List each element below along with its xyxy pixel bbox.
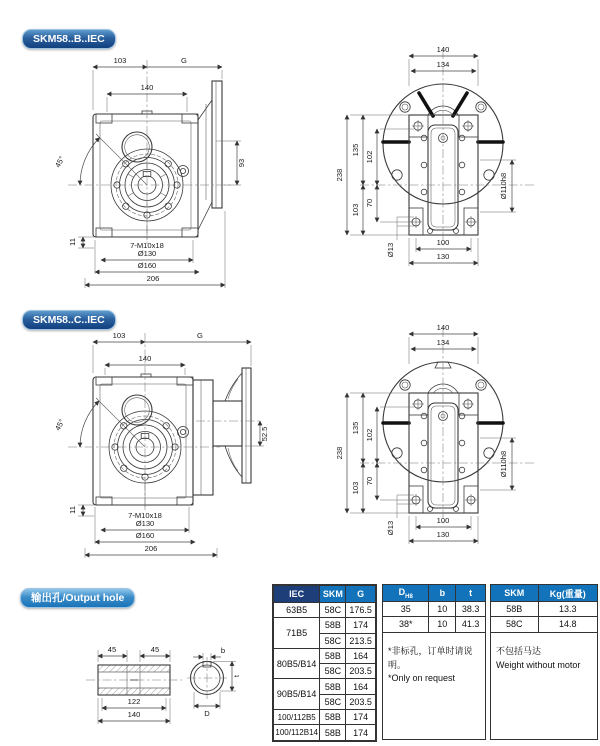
- table-iec-flange: [272, 584, 377, 742]
- dim-label: G: [181, 56, 187, 65]
- iec-flange-b: [198, 81, 222, 230]
- dim-label: 206: [144, 544, 158, 553]
- col-header-iec: IEC: [274, 586, 320, 603]
- dim-label: 45: [107, 645, 117, 654]
- dim-label: 140: [436, 45, 450, 54]
- dim-label: 134: [436, 338, 450, 347]
- table-header-row: [491, 585, 598, 602]
- dim-label: 103: [351, 203, 360, 217]
- table-row: 58C 203.5: [274, 694, 376, 709]
- col-header-b: b: [429, 585, 456, 602]
- dim-label: 135: [351, 143, 360, 157]
- dim-label: 238: [335, 446, 344, 460]
- section-label-skm58-c-iec: SKM58..C..IEC: [22, 310, 116, 330]
- dimensions-cross-section: [193, 646, 241, 718]
- col-header-kg: Kg(重量): [538, 585, 597, 602]
- table-row: 100/112B5 58B 174: [274, 710, 376, 725]
- gearbox-body-rear-c: [360, 328, 535, 525]
- dim-label: D: [204, 709, 210, 718]
- table-row: 38* 10 41.3: [383, 617, 486, 632]
- col-header-g: G: [346, 586, 376, 603]
- dim-label: 93: [237, 158, 246, 168]
- dim-label: t: [232, 674, 241, 678]
- dim-label: Ø13: [386, 520, 395, 536]
- dimensions-b-rear: [335, 45, 516, 266]
- dimensions-c-front: [53, 331, 269, 558]
- table-row: 58C 213.5: [274, 633, 376, 648]
- dim-label: Ø110h8: [499, 172, 508, 200]
- shaft-section-view: [86, 665, 182, 695]
- table-row: 100/112B14 58B 174: [274, 725, 376, 740]
- dim-label: 102: [365, 428, 374, 442]
- shaft-cross-section: [187, 657, 227, 699]
- table-row: 58B 13.3: [491, 602, 598, 617]
- dim-label: 45°: [53, 417, 67, 433]
- dimensions-c-rear: [335, 323, 516, 544]
- table-weight: [490, 584, 598, 740]
- weight-table-note: 不包括马达 Weight without motor: [496, 645, 581, 670]
- drawing-b-front-view: [20, 50, 320, 298]
- section-label-output-hole: 输出孔/Output hole: [20, 588, 135, 608]
- table-bore-dimensions: [382, 584, 486, 740]
- gearbox-body-rear-b: [360, 50, 535, 247]
- dim-label: 103: [113, 56, 127, 65]
- dim-label: 100: [436, 516, 450, 525]
- dim-label: 134: [436, 60, 450, 69]
- table-header-row: [383, 585, 486, 602]
- dim-label: 100: [436, 238, 450, 247]
- dim-label: 140: [138, 354, 152, 363]
- table-row: 35 10 38.3: [383, 602, 486, 617]
- dim-label: 140: [127, 710, 141, 719]
- dim-label: 7-M10x18: [130, 241, 164, 250]
- dim-label: Ø160: [135, 531, 155, 540]
- col-header-skm: SKM: [491, 585, 539, 602]
- dim-label: Ø130: [137, 249, 157, 258]
- table-row: 90B5/B14 58B 164: [274, 679, 376, 694]
- drawing-c-rear-view: [330, 320, 580, 552]
- dimensions-shaft-section: [98, 645, 170, 724]
- col-header-d-h8: $D_{H8}$: [383, 585, 429, 602]
- bore-table-note: *非标孔，订单时请说明。 *Only on request: [388, 645, 473, 684]
- dim-label: 135: [351, 421, 360, 435]
- col-header-t: t: [456, 585, 486, 602]
- table-row: 58C 14.8: [491, 617, 598, 632]
- dim-label: 11: [68, 506, 77, 514]
- drawing-output-hole: [70, 622, 270, 740]
- dim-label: 130: [436, 530, 450, 539]
- drawing-b-rear-view: [330, 42, 580, 274]
- table-row: 63B5 58C 176.5: [274, 603, 376, 618]
- table-row: 80B5/B14 58B 164: [274, 648, 376, 663]
- dim-label: 7-M10x18: [128, 511, 162, 520]
- dim-label: 140: [140, 83, 154, 92]
- dim-label: 45: [150, 645, 160, 654]
- dim-label: Ø13: [386, 242, 395, 258]
- dim-label: b: [220, 646, 226, 655]
- dim-label: 122: [127, 697, 141, 706]
- drawing-c-front-view: [20, 325, 320, 580]
- dim-label: 45°: [53, 154, 67, 170]
- dim-label: 130: [436, 252, 450, 261]
- dim-label: G: [197, 331, 203, 340]
- c-adapter-flange: [193, 368, 251, 495]
- dim-label: 238: [335, 168, 344, 182]
- dim-label: 70: [365, 198, 374, 208]
- table-row: 58C 203.5: [274, 664, 376, 679]
- dim-label: 70: [365, 476, 374, 486]
- dim-label: Ø110h8: [499, 450, 508, 478]
- dim-label: Ø160: [137, 261, 157, 270]
- dim-label: Ø130: [135, 519, 155, 528]
- table-header-row: [274, 586, 376, 603]
- dim-label: 140: [436, 323, 450, 332]
- gearbox-housing-c: [68, 333, 260, 507]
- dim-label: 103: [112, 331, 126, 340]
- dim-label: 103: [351, 481, 360, 495]
- dim-label: 52.5: [260, 426, 269, 442]
- dim-label: 11: [68, 238, 77, 246]
- dim-label: 206: [146, 274, 160, 283]
- dimensions-b-front: [53, 56, 246, 288]
- dim-label: 102: [365, 150, 374, 164]
- table-row: 71B5 58B 174: [274, 618, 376, 633]
- col-header-skm: SKM: [320, 586, 346, 603]
- section-label-skm58-b-iec: SKM58..B..IEC: [22, 29, 116, 49]
